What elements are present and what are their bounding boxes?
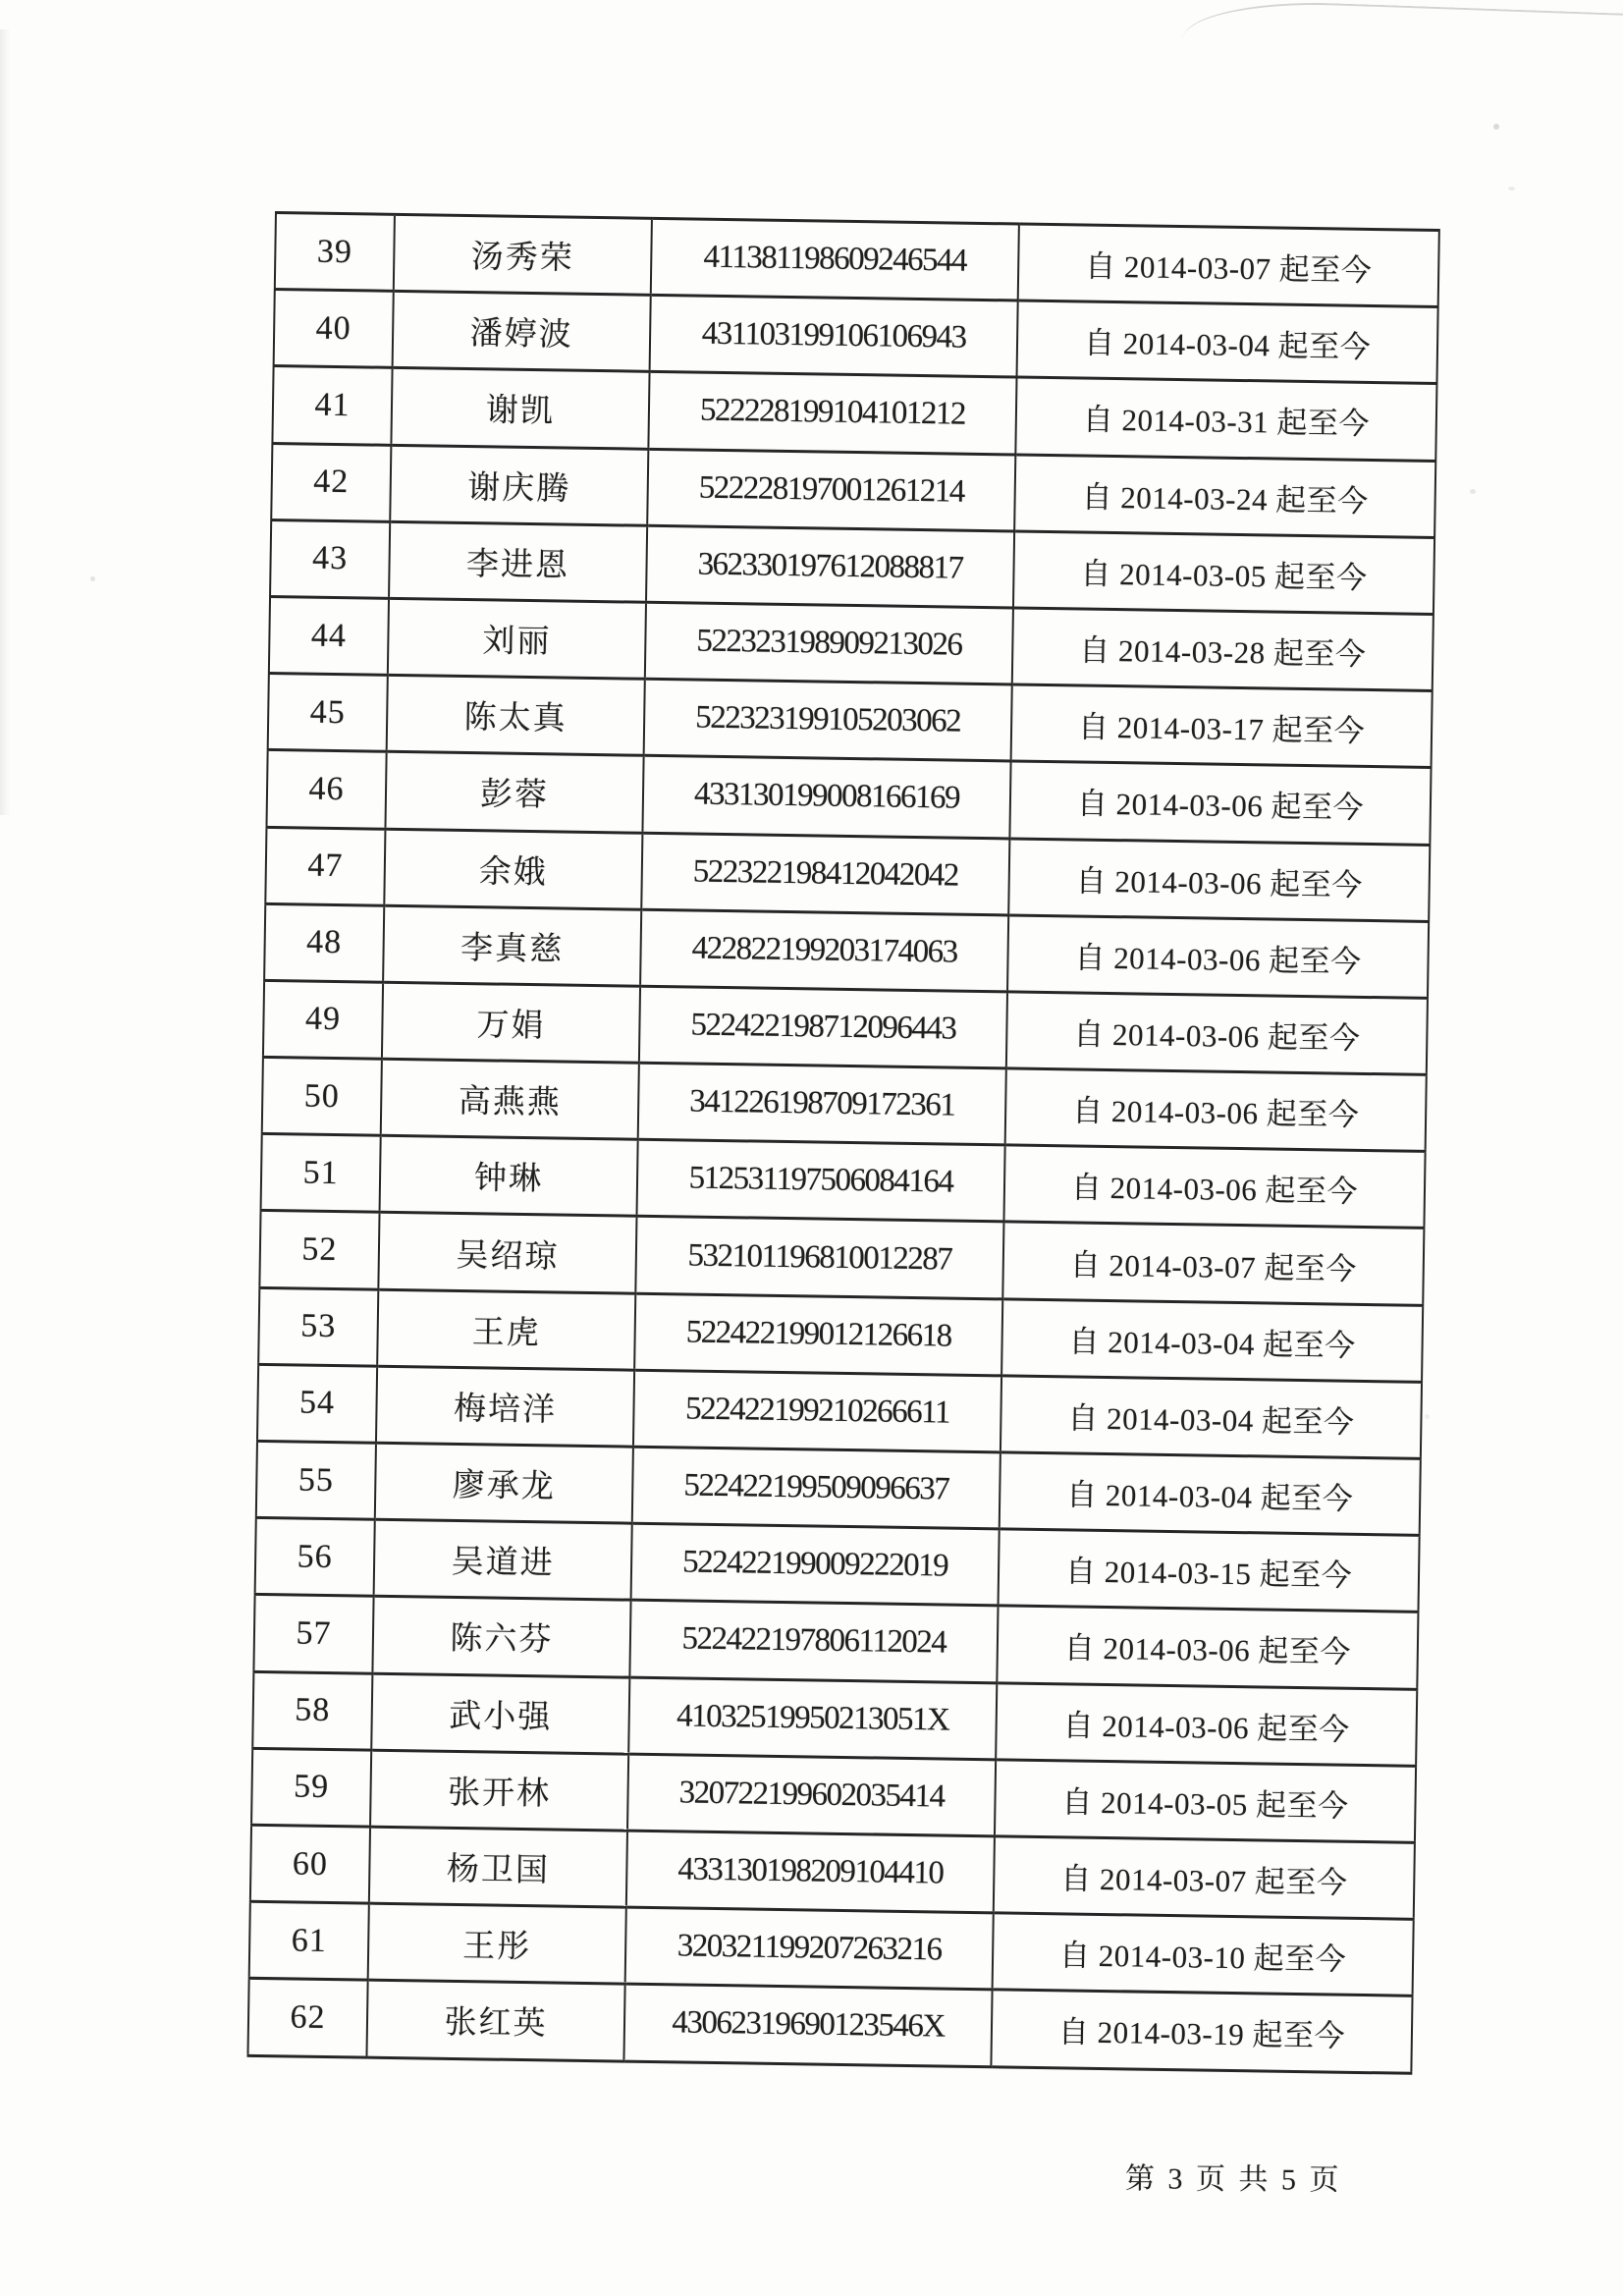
period-cell: 自 2014-03-06 起至今 xyxy=(1003,1145,1425,1229)
name-cell: 余娥 xyxy=(384,829,642,909)
period-cell: 自 2014-03-10 起至今 xyxy=(993,1913,1414,1996)
row-number-cell: 52 xyxy=(259,1211,379,1289)
id-number-cell: 522422199012126618 xyxy=(634,1293,1002,1376)
name-cell: 高燕燕 xyxy=(381,1059,639,1139)
id-number-cell: 422822199203174063 xyxy=(640,909,1008,992)
id-number-cell: 532101196810012287 xyxy=(635,1217,1003,1299)
period-cell: 自 2014-03-06 起至今 xyxy=(997,1606,1418,1689)
period-cell: 自 2014-03-04 起至今 xyxy=(1001,1376,1422,1459)
period-cell: 自 2014-03-06 起至今 xyxy=(996,1682,1417,1766)
period-cell: 自 2014-03-06 起至今 xyxy=(1006,992,1428,1075)
period-cell: 自 2014-03-17 起至今 xyxy=(1011,684,1433,768)
period-cell: 自 2014-03-07 起至今 xyxy=(1018,224,1439,307)
scan-speck xyxy=(1508,187,1515,191)
name-cell: 万娟 xyxy=(382,982,640,1063)
row-number-cell: 49 xyxy=(263,980,383,1059)
name-cell: 武小强 xyxy=(371,1673,629,1754)
name-cell: 陈六芬 xyxy=(372,1597,630,1677)
page-number-footer: 第 3 页 共 5 页 xyxy=(1124,2162,1342,2197)
name-cell: 梅培洋 xyxy=(376,1366,634,1447)
table-row xyxy=(247,1979,1412,2073)
id-number-cell: 320321199207263216 xyxy=(625,1907,994,1990)
period-cell: 自 2014-03-06 起至今 xyxy=(1009,761,1431,845)
scan-speck xyxy=(1425,1414,1430,1419)
name-cell: 张红英 xyxy=(366,1980,624,2060)
period-cell: 自 2014-03-06 起至今 xyxy=(1007,915,1429,999)
id-number-cell: 522422199509096637 xyxy=(632,1447,1001,1529)
period-cell: 自 2014-03-07 起至今 xyxy=(994,1836,1415,1920)
name-cell: 吴绍琼 xyxy=(378,1213,636,1293)
name-cell: 张开林 xyxy=(370,1750,628,1831)
id-number-cell: 522323199105203062 xyxy=(644,679,1012,761)
row-number-cell: 51 xyxy=(261,1134,381,1213)
row-number-cell: 40 xyxy=(274,290,394,368)
row-number-cell: 41 xyxy=(272,366,392,445)
period-cell: 自 2014-03-05 起至今 xyxy=(1013,531,1434,615)
row-number-cell: 44 xyxy=(269,596,389,675)
name-cell: 谢庆腾 xyxy=(390,445,648,525)
id-number-cell: 522322198412042042 xyxy=(641,833,1009,915)
period-cell: 自 2014-03-24 起至今 xyxy=(1014,455,1435,538)
period-cell: 自 2014-03-04 起至今 xyxy=(1017,301,1438,384)
id-number-cell: 522228197001261214 xyxy=(647,449,1015,531)
id-number-cell: 411381198609246544 xyxy=(651,218,1019,301)
period-cell: 自 2014-03-31 起至今 xyxy=(1015,377,1436,461)
name-cell: 钟琳 xyxy=(380,1135,638,1216)
row-number-cell: 46 xyxy=(266,750,386,829)
row-number-cell: 58 xyxy=(252,1671,372,1750)
name-cell: 李进恩 xyxy=(389,521,647,602)
scan-speck xyxy=(90,576,95,581)
row-number-cell: 57 xyxy=(253,1595,373,1673)
name-cell: 谢凯 xyxy=(391,368,649,449)
row-number-cell: 61 xyxy=(249,1901,369,1980)
name-cell: 王彤 xyxy=(368,1903,626,1984)
period-cell: 自 2014-03-28 起至今 xyxy=(1012,608,1434,691)
period-cell: 自 2014-03-19 起至今 xyxy=(991,1990,1412,2073)
scan-speck xyxy=(1470,489,1476,494)
roster-table-body xyxy=(247,213,1438,2073)
period-cell: 自 2014-03-04 起至今 xyxy=(1001,1299,1423,1383)
row-number-cell: 59 xyxy=(251,1748,371,1827)
name-cell: 刘丽 xyxy=(388,598,646,679)
id-number-cell: 522422198712096443 xyxy=(639,986,1007,1068)
period-cell: 自 2014-03-15 起至今 xyxy=(999,1529,1420,1613)
row-number-cell: 53 xyxy=(258,1287,378,1366)
row-number-cell: 56 xyxy=(255,1518,375,1597)
id-number-cell: 320722199602035414 xyxy=(627,1754,996,1836)
name-cell: 汤秀荣 xyxy=(394,214,652,295)
row-number-cell: 42 xyxy=(271,443,391,521)
name-cell: 李真慈 xyxy=(383,905,641,986)
period-cell: 自 2014-03-05 起至今 xyxy=(995,1760,1416,1843)
period-cell: 自 2014-03-06 起至今 xyxy=(1008,838,1430,921)
row-number-cell: 50 xyxy=(262,1057,382,1135)
name-cell: 杨卫国 xyxy=(369,1827,627,1907)
roster-table xyxy=(246,211,1437,2074)
scan-edge-shade xyxy=(0,29,10,815)
row-number-cell: 60 xyxy=(250,1825,370,1903)
id-number-cell: 512531197506084164 xyxy=(636,1139,1004,1222)
id-number-cell: 522422199009222019 xyxy=(631,1523,1000,1606)
period-cell: 自 2014-03-04 起至今 xyxy=(1000,1452,1421,1536)
id-number-cell: 433130198209104410 xyxy=(626,1831,995,1913)
id-number-cell: 522323198909213026 xyxy=(645,602,1013,684)
name-cell: 吴道进 xyxy=(374,1519,632,1600)
id-number-cell: 43062319690123546X xyxy=(623,1984,992,2066)
row-number-cell: 43 xyxy=(270,519,390,598)
row-number-cell: 48 xyxy=(264,903,384,982)
row-number-cell: 54 xyxy=(257,1364,377,1443)
row-number-cell: 55 xyxy=(256,1441,376,1519)
id-number-cell: 522422197806112024 xyxy=(629,1601,998,1683)
scan-speck xyxy=(1493,124,1499,130)
row-number-cell: 47 xyxy=(265,827,385,905)
period-cell: 自 2014-03-07 起至今 xyxy=(1002,1222,1424,1305)
id-number-cell: 522422199210266611 xyxy=(633,1370,1001,1452)
name-cell: 彭蓉 xyxy=(385,752,643,833)
period-cell: 自 2014-03-06 起至今 xyxy=(1005,1068,1427,1152)
id-number-cell: 41032519950213051X xyxy=(628,1677,997,1760)
row-number-cell: 62 xyxy=(247,1979,367,2057)
id-number-cell: 522228199104101212 xyxy=(648,372,1016,455)
id-number-cell: 431103199106106943 xyxy=(650,296,1018,378)
name-cell: 王虎 xyxy=(377,1289,635,1370)
row-number-cell: 45 xyxy=(268,674,388,752)
name-cell: 潘婷波 xyxy=(393,292,651,372)
name-cell: 陈太真 xyxy=(387,675,645,755)
scan-artifact-arc xyxy=(1182,0,1623,55)
id-number-cell: 341226198709172361 xyxy=(638,1063,1006,1145)
id-number-cell: 433130199008166169 xyxy=(642,756,1010,839)
row-number-cell: 39 xyxy=(275,213,395,292)
id-number-cell: 362330197612088817 xyxy=(646,525,1014,608)
name-cell: 廖承龙 xyxy=(375,1443,633,1523)
